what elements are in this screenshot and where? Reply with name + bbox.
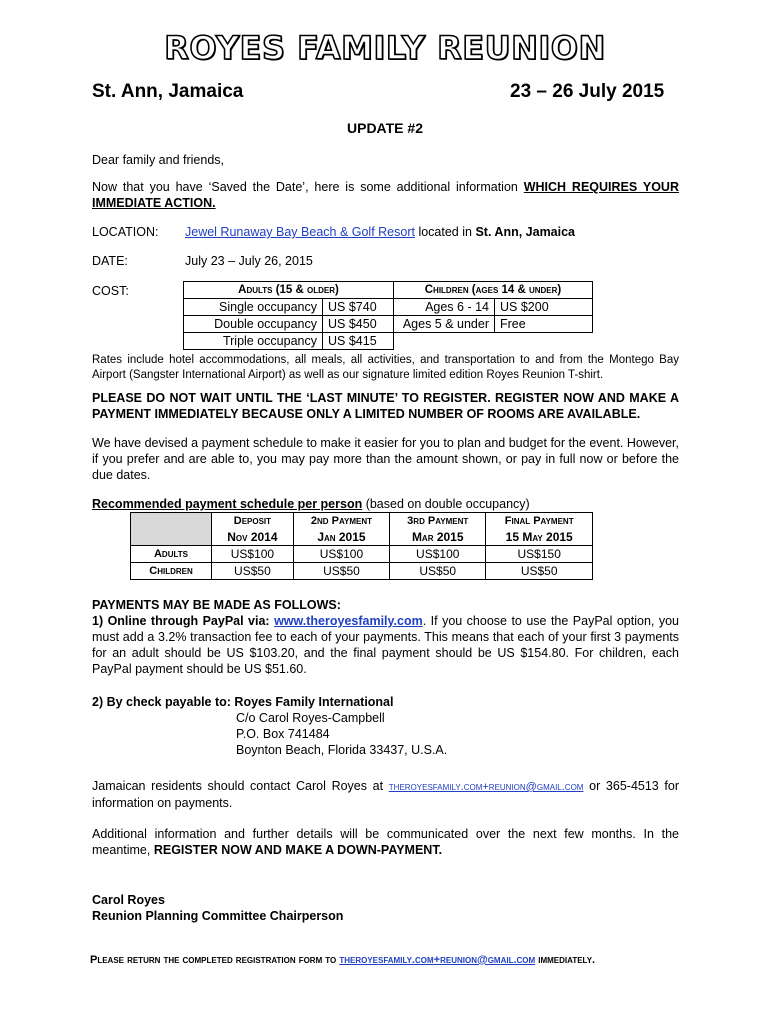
- footer-note: [90, 952, 595, 968]
- table-header: Final Payment: [486, 513, 593, 530]
- urgent-notice: PLEASE DO NOT WAIT UNTIL THE ‘LAST MINUTE’ TO REGISTER. REGISTER NOW AND MAKE A PAYMENT IMMEDIATELY BECAUSE ONLY A LIMITED NUMBER OF ROOMS ARE AVAILABLE.: [92, 391, 679, 421]
- table-cell: US$100: [390, 546, 486, 563]
- table-cell: US$150: [486, 546, 593, 563]
- address-line: C/o Carol Royes-Campbell: [236, 711, 385, 725]
- update-heading: UPDATE #2: [347, 120, 423, 136]
- cost-table: [183, 281, 593, 350]
- jamaica-paragraph: [92, 778, 679, 811]
- schedule-heading-note: (based on double occupancy): [362, 497, 530, 511]
- table-header: Deposit: [212, 513, 294, 530]
- payments-heading: PAYMENTS MAY BE MADE AS FOLLOWS:: [92, 598, 341, 612]
- table-header: Nov 2014: [212, 529, 294, 546]
- greeting: Dear family and friends,: [92, 153, 225, 167]
- paypal-link[interactable]: www.theroyesfamily.com: [274, 614, 423, 628]
- signature-title: Reunion Planning Committee Chairperson: [92, 909, 344, 923]
- location-mid: located in: [414, 225, 476, 239]
- table-header: Mar 2015: [390, 529, 486, 546]
- jamaica-text-end: or 365-4513 for information on payments.: [92, 779, 680, 810]
- date-label: DATE:: [92, 254, 128, 268]
- row-label: Children: [131, 563, 212, 580]
- table-cell: Ages 5 & under: [394, 316, 495, 333]
- table-row: [131, 563, 593, 580]
- table-header: 15 May 2015: [486, 529, 593, 546]
- table-cell: US$50: [293, 563, 389, 580]
- footer-text: Please return the completed registration form to: [90, 954, 340, 966]
- footer-text-end: immediately.: [535, 954, 596, 966]
- table-cell: US$100: [212, 546, 294, 563]
- table-cell: [495, 333, 593, 350]
- location-label: LOCATION:: [92, 225, 159, 239]
- additional-text: Additional information and further details will be communicated over the next few months. In the meantime,: [92, 827, 679, 857]
- table-cell: Single occupancy: [184, 299, 323, 316]
- contact-email-link[interactable]: theroyesfamily.com+reunion@gmail.com: [388, 781, 584, 793]
- date-value: July 23 – July 26, 2015: [185, 254, 313, 268]
- table-header: 2nd Payment: [293, 513, 389, 530]
- table-cell: US $200: [495, 299, 593, 316]
- table-header: Jan 2015: [293, 529, 389, 546]
- table-cell: US$50: [212, 563, 294, 580]
- row-label: Adults: [131, 546, 212, 563]
- address-line: P.O. Box 741484: [236, 727, 330, 741]
- rates-note: Rates include hotel accommodations, all meals, all activities, and transportation to and from the Montego Bay Airport (Sangster International Airport) as well as our signature limited edition Royes Reunion T-shirt.: [92, 354, 679, 381]
- paypal-text: . If you choose to use the PayPal option, you must add a 3.2% transaction fee to each of your payments. This means that each of your first 3 payments for an adult should be US $103.20, and the final payment should be US $154.80. For children, each PayPal payment should be US $51.60.: [92, 614, 679, 676]
- schedule-table: [130, 512, 593, 580]
- additional-emphasis: REGISTER NOW AND MAKE A DOWN-PAYMENT.: [153, 843, 443, 857]
- table-row: [184, 299, 593, 316]
- page-title: ROYES FAMILY REUNION: [164, 29, 606, 67]
- event-dates: 23 – 26 July 2015: [510, 81, 665, 102]
- table-cell: Free: [495, 316, 593, 333]
- location-value: [185, 224, 575, 240]
- additional-paragraph: [92, 826, 679, 858]
- location-place: St. Ann, Jamaica: [475, 225, 576, 239]
- jamaica-text: Jamaican residents should contact Carol Royes at: [92, 779, 389, 793]
- schedule-paragraph: We have devised a payment schedule to make it easier for you to plan and budget for the event. However, if you prefer and are able to, you may pay more than the amount shown, or pay in full now or before the due dates.: [92, 436, 679, 482]
- paypal-paragraph: [92, 613, 679, 677]
- table-cell: US $415: [323, 333, 394, 350]
- footer-email-link[interactable]: theroyesfamily.com+reunion@gmail.com: [339, 954, 536, 966]
- children-header: Children (ages 14 & under): [394, 282, 593, 299]
- paypal-lead: 1) Online through PayPal via:: [92, 614, 275, 628]
- table-row: [184, 333, 593, 350]
- table-cell: US $450: [323, 316, 394, 333]
- table-cell: Ages 6 - 14: [394, 299, 495, 316]
- table-row: [184, 316, 593, 333]
- table-cell: US$50: [390, 563, 486, 580]
- resort-link[interactable]: Jewel Runaway Bay Beach & Golf Resort: [185, 225, 415, 239]
- table-row: [131, 546, 593, 563]
- table-cell: Triple occupancy: [184, 333, 323, 350]
- event-location: St. Ann, Jamaica: [92, 81, 244, 102]
- intro-emphasis: WHICH REQUIRES YOUR IMMEDIATE ACTION.: [92, 180, 679, 210]
- cost-label: COST:: [92, 284, 129, 298]
- table-cell: [394, 333, 495, 350]
- table-corner: [131, 513, 212, 546]
- table-cell: US$50: [486, 563, 593, 580]
- check-lead: 2) By check payable to: Royes Family International: [92, 695, 394, 709]
- schedule-heading-text: Recommended payment schedule per person: [92, 497, 363, 511]
- adults-header: Adults (15 & older): [184, 282, 394, 299]
- table-cell: US $740: [323, 299, 394, 316]
- table-header: 3rd Payment: [390, 513, 486, 530]
- address-line: Boynton Beach, Florida 33437, U.S.A.: [236, 743, 448, 757]
- table-cell: Double occupancy: [184, 316, 323, 333]
- intro-text: Now that you have ‘Saved the Date’, here is some additional information: [92, 180, 524, 194]
- table-cell: US$100: [293, 546, 389, 563]
- signature-name: Carol Royes: [92, 893, 165, 907]
- schedule-heading: [92, 496, 679, 512]
- intro-paragraph: [92, 179, 679, 211]
